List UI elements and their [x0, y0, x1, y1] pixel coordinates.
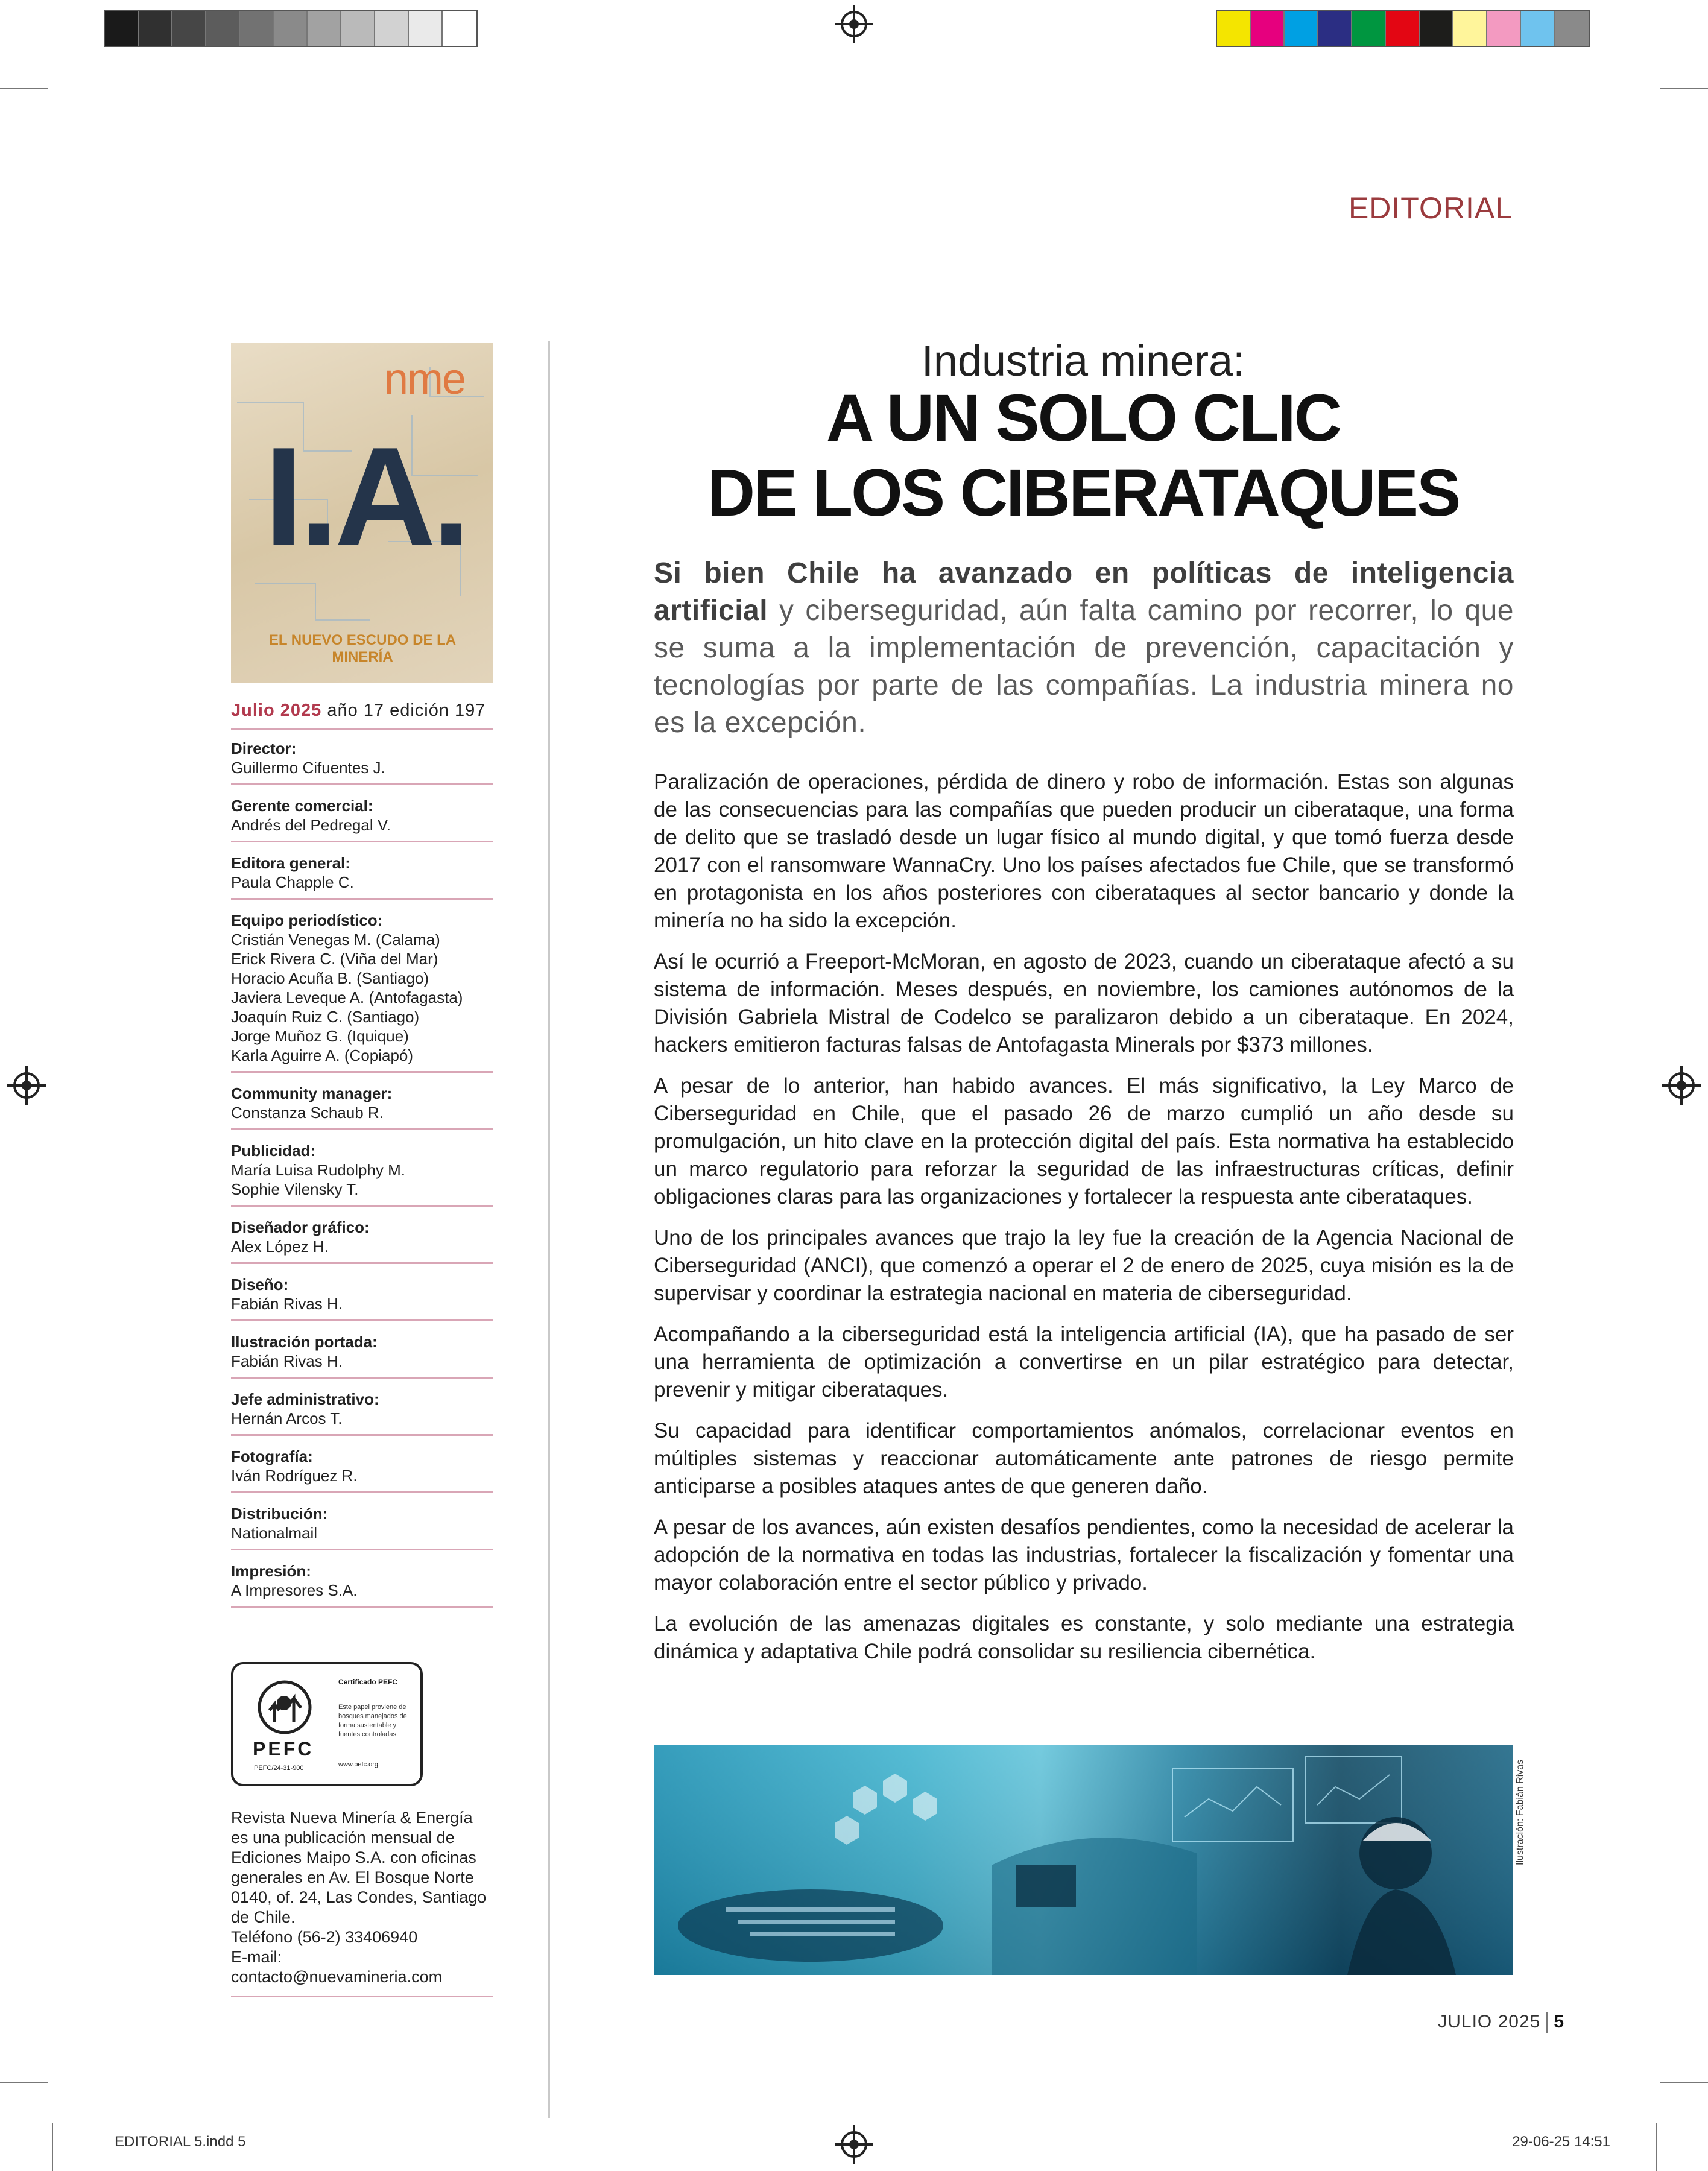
gray-swatch — [172, 11, 206, 46]
publisher-info — [231, 1808, 493, 1997]
body-paragraph: La evolución de las amenazas digitales es constante, y solo mediante una estrategia dinámica y adaptativa Chile podrá consolidar su resiliencia cibernética. — [654, 1612, 1514, 1663]
body-paragraph: Así le ocurrió a Freeport-McMoran, en agosto de 2023, cuando un ciberataque afectó a su sistema de información. Meses después, en noviembre, los camiones autónomos de la División Gabriela Mistral de Codelco se paralizaron debido a un ciberataque. En 2024, hackers emitieron facturas falsas de Antofagasta Minerals por $373 millones. — [654, 950, 1514, 1057]
credit-role: Jefe administrativo: — [231, 1390, 379, 1408]
edition-line — [231, 701, 493, 730]
credit-role: Community manager: — [231, 1084, 393, 1102]
gray-swatch — [240, 11, 274, 46]
edition-number: año 17 edición 197 — [327, 701, 486, 720]
edition-date: Julio 2025 — [231, 701, 322, 720]
credit-name: Horacio Acuña B. (Santiago) — [231, 969, 429, 987]
credit-entry — [231, 1389, 493, 1436]
cover-logo: nme — [384, 355, 466, 403]
pefc-website: www.pefc.org — [338, 1761, 379, 1768]
registration-mark-bottom — [841, 2131, 867, 2158]
credit-entry — [231, 796, 493, 842]
article-illustration — [654, 1745, 1513, 1975]
article-body — [654, 768, 1514, 1679]
cover-subtitle: EL NUEVO ESCUDO DE LA MINERÍA — [268, 632, 457, 665]
color-swatch-bar — [1216, 10, 1590, 47]
folio-month: JULIO 2025 — [1438, 2012, 1541, 2032]
cover-thumbnail — [231, 343, 493, 683]
credit-entry — [231, 1447, 493, 1493]
body-paragraph: Su capacidad para identificar comportamientos anómalos, correlacionar eventos en múltiples sistemas y reaccionar automáticamente ante patrones de riesgo permite anticiparse a posibles ataques antes de que generen daño. — [654, 1419, 1514, 1498]
color-swatch — [1420, 11, 1453, 46]
body-paragraph: Acompañando a la ciberseguridad está la inteligencia artificial (IA), que ha pasado de ser una herramienta de optimización a convertirse en un pilar estratégico para detectar, prevenir y mitigar ciberataques. — [654, 1323, 1514, 1402]
color-swatch — [1487, 11, 1521, 46]
lead-strong: Si bien Chile ha avanzado en políticas de inteligencia artificial — [654, 557, 1514, 627]
crop-mark — [1660, 88, 1708, 89]
color-swatch — [1386, 11, 1420, 46]
credit-entry — [231, 1275, 493, 1321]
credit-name: Hernán Arcos T. — [231, 1409, 343, 1427]
credit-entry — [231, 1332, 493, 1379]
slug-datetime: 29-06-25 14:51 — [1512, 2134, 1610, 2150]
crop-mark — [52, 2123, 53, 2171]
body-paragraph: Paralización de operaciones, pérdida de dinero y robo de información. Estas son algunas de las consecuencias para las compañías que pueden producir un ciberataque, una forma de delito que se trasladó desde un lugar físico al mundo digital, y que tomó fuerza desde 2017 con el ransomware WannaCry. Uno los países afectados fue Chile, que se transformó en protagonista en los años posteriores con ciberataques al sector bancario y donde la minería no ha sido la excepción. — [654, 770, 1514, 932]
credit-entry — [231, 1084, 493, 1130]
credit-name: Cristián Venegas M. (Calama) — [231, 931, 440, 949]
credit-name: Jorge Muñoz G. (Iquique) — [231, 1027, 409, 1045]
credit-name: A Impresores S.A. — [231, 1581, 358, 1599]
credit-role: Diseño: — [231, 1275, 289, 1294]
registration-mark-left — [13, 1072, 40, 1099]
credit-role: Publicidad: — [231, 1142, 316, 1160]
credit-name: Fabián Rivas H. — [231, 1352, 343, 1370]
publisher-line: es una publicación mensual de — [231, 1828, 455, 1847]
credit-entry — [231, 1504, 493, 1550]
pefc-description: Este papel proviene de bosques manejados de forma sustentable y fuentes controladas. — [338, 1704, 407, 1738]
article-headline — [654, 381, 1513, 531]
credit-name: Guillermo Cifuentes J. — [231, 759, 385, 777]
publisher-line: Ediciones Maipo S.A. con oficinas — [231, 1848, 476, 1866]
illustration-credit: Ilustración: Fabián Rivas — [1515, 1759, 1525, 1865]
publisher-line: Teléfono (56-2) 33406940 — [231, 1928, 418, 1946]
cover-title: I.A. — [264, 419, 467, 575]
credit-role: Diseñador gráfico: — [231, 1218, 370, 1236]
credit-entry — [231, 1218, 493, 1264]
article-lead — [654, 555, 1514, 742]
cyber-mining-illustration — [654, 1745, 1513, 1975]
section-label: EDITORIAL — [1348, 191, 1513, 225]
crop-mark — [1656, 2123, 1657, 2171]
credit-entry — [231, 853, 493, 900]
credits-list — [231, 739, 493, 1608]
column-divider — [548, 341, 550, 2118]
credit-name: Paula Chapple C. — [231, 873, 354, 891]
credit-role: Fotografía: — [231, 1447, 313, 1465]
credit-role: Distribución: — [231, 1505, 328, 1523]
gray-swatch — [308, 11, 341, 46]
publisher-line: Revista Nueva Minería & Energía — [231, 1809, 473, 1827]
publisher-line: generales en Av. El Bosque Norte — [231, 1868, 474, 1886]
headline-line-2: DE LOS CIBERATAQUES — [707, 456, 1460, 530]
headline-line-1: A UN SOLO CLIC — [826, 381, 1341, 455]
color-swatch — [1217, 11, 1251, 46]
gray-swatch — [341, 11, 375, 46]
lead-rest: y ciberseguridad, aún falta camino por recorrer, lo que se suma a la implementación de prevención, capacitación y tecnologías por parte de las compañías. La industria minera no es la excepción. — [654, 595, 1514, 739]
publisher-line: 0140, of. 24, Las Condes, Santiago — [231, 1888, 487, 1906]
credit-entry — [231, 1141, 493, 1207]
publisher-line: de Chile. — [231, 1908, 296, 1926]
body-paragraph: A pesar de los avances, aún existen desafíos pendientes, como la necesidad de acelerar la adopción de la normativa en todas las industrias, fortalecer la fiscalización y fomentar una mayor colaboración entre el sector público y privado. — [654, 1515, 1514, 1594]
body-paragraph: Uno de los principales avances que trajo la ley fue la creación de la Agencia Nacional de Ciberseguridad (ANCI), que comenzó a operar el 2 de enero de 2025, cuya misión es la de supervisar y coordinar la estrategia nacional en materia de ciberseguridad. — [654, 1226, 1514, 1305]
crop-mark — [1660, 2082, 1708, 2083]
pefc-title: Certificado PEFC — [338, 1678, 398, 1686]
slug-filename: EDITORIAL 5.indd 5 — [115, 2134, 246, 2150]
credit-role: Editora general: — [231, 854, 350, 872]
credit-name: Iván Rodríguez R. — [231, 1467, 358, 1485]
credit-name: Constanza Schaub R. — [231, 1104, 384, 1122]
credit-entry — [231, 739, 493, 785]
credit-role: Equipo periodístico: — [231, 911, 383, 929]
color-swatch — [1318, 11, 1352, 46]
credit-entry — [231, 911, 493, 1073]
credit-role: Director: — [231, 739, 297, 757]
pefc-tree-icon — [258, 1680, 312, 1734]
color-swatch — [1453, 11, 1487, 46]
credit-name: Erick Rivera C. (Viña del Mar) — [231, 950, 438, 968]
color-swatch — [1251, 11, 1285, 46]
pefc-brand: PEFC — [253, 1738, 314, 1760]
credit-role: Impresión: — [231, 1562, 311, 1580]
gray-swatch — [206, 11, 240, 46]
credit-name: Fabián Rivas H. — [231, 1295, 343, 1313]
page-number: 5 — [1554, 2012, 1564, 2032]
gray-swatch-bar — [104, 10, 478, 47]
credit-name: Alex López H. — [231, 1237, 329, 1256]
gray-swatch — [274, 11, 308, 46]
credit-role: Ilustración portada: — [231, 1333, 378, 1351]
gray-swatch — [139, 11, 172, 46]
credit-name: Nationalmail — [231, 1524, 318, 1542]
gray-swatch — [375, 11, 409, 46]
credit-name: Karla Aguirre A. (Copiapó) — [231, 1046, 414, 1064]
color-swatch — [1352, 11, 1386, 46]
publisher-line: E-mail: contacto@nuevamineria.com — [231, 1948, 443, 1986]
credit-entry — [231, 1561, 493, 1608]
gray-swatch — [443, 11, 476, 46]
color-swatch — [1521, 11, 1555, 46]
registration-mark-right — [1668, 1072, 1695, 1099]
body-paragraph: A pesar de lo anterior, han habido avances. El más significativo, la Ley Marco de Ciberseguridad en Chile, que el pasado 26 de marzo cumplió un año desde su promulgación, un hito clave en la protección digital del país. Esta normativa ha establecido un marco regulatorio para reforzar la seguridad de las infraestructuras críticas, definir obligaciones claras para las organizaciones y fortalecer la respuesta ante ciberataques. — [654, 1074, 1514, 1209]
crop-mark — [0, 2082, 48, 2083]
page-folio — [1438, 2012, 1564, 2033]
credit-name: Sophie Vilensky T. — [231, 1180, 359, 1198]
pefc-certification-box — [231, 1662, 423, 1786]
credit-name: María Luisa Rudolphy M. — [231, 1161, 406, 1179]
color-swatch — [1555, 11, 1589, 46]
color-swatch — [1285, 11, 1318, 46]
pefc-code: PEFC/24-31-900 — [254, 1765, 304, 1772]
credit-role: Gerente comercial: — [231, 797, 373, 815]
gray-swatch — [105, 11, 139, 46]
credit-name: Javiera Leveque A. (Antofagasta) — [231, 988, 463, 1006]
gray-swatch — [409, 11, 443, 46]
article-kicker: Industria minera: — [921, 337, 1245, 385]
masthead — [231, 701, 493, 1619]
crop-mark — [0, 88, 48, 89]
credit-name: Andrés del Pedregal V. — [231, 816, 391, 834]
credit-name: Joaquín Ruiz C. (Santiago) — [231, 1008, 420, 1026]
registration-mark-top — [841, 11, 867, 37]
